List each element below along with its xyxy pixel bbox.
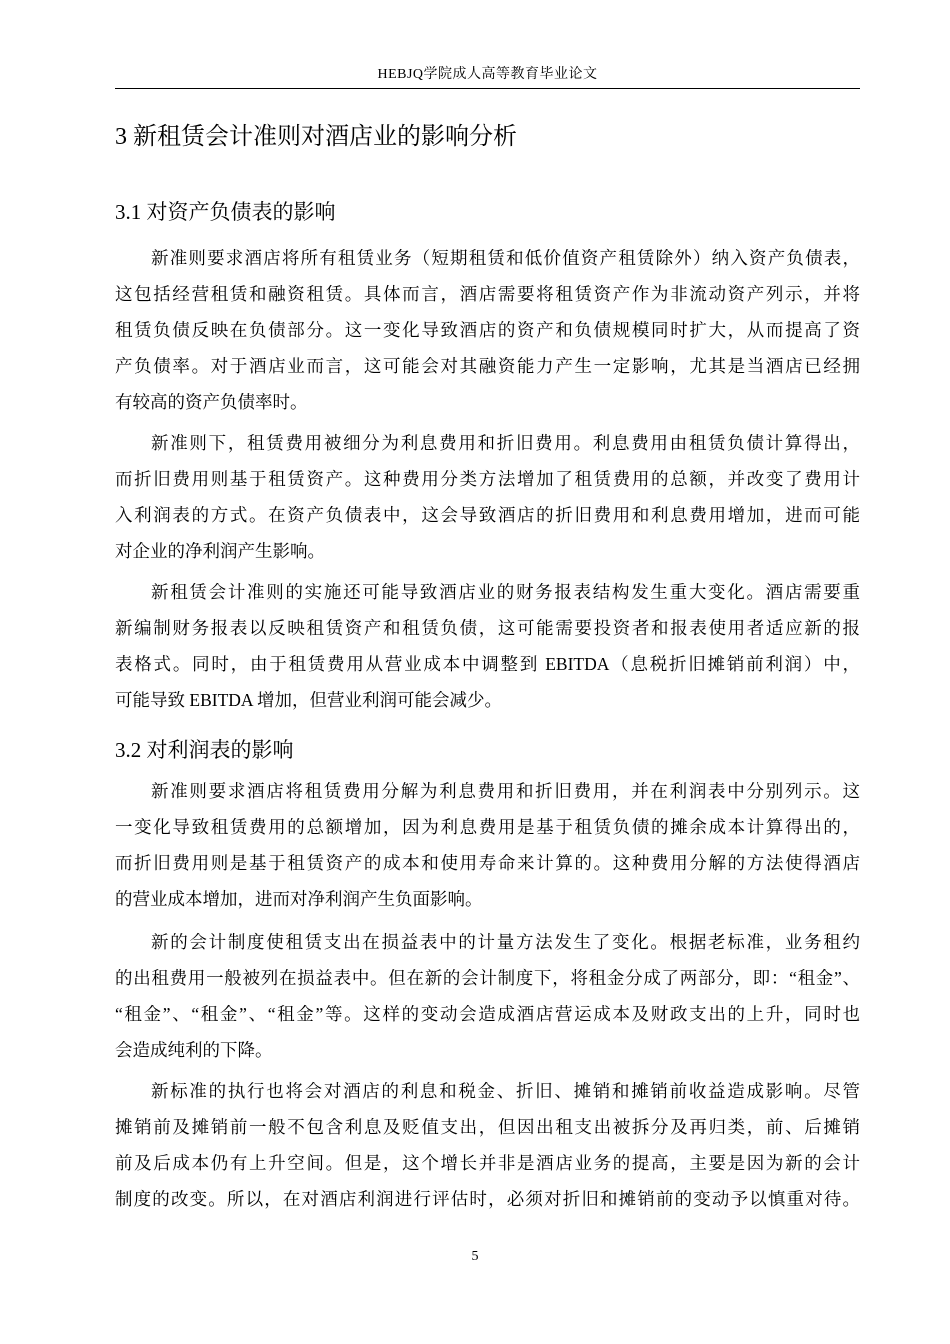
paragraph-line: 对企业的净利润产生影响。 bbox=[115, 541, 325, 561]
paragraph-line: 的营业成本增加，进而对净利润产生负面影响。 bbox=[115, 889, 483, 909]
paragraph bbox=[115, 240, 860, 420]
paragraph-line: 租赁负债反映在负债部分。这一变化导致酒店的资产和负债规模同时扩大，从而提高了资 bbox=[115, 320, 860, 340]
paragraph-line: 前及后成本仍有上升空间。但是，这个增长并非是酒店业务的提高，主要是因为新的会计 bbox=[115, 1153, 860, 1173]
paragraph bbox=[115, 924, 860, 1068]
paragraph-line: 新租赁会计准则的实施还可能导致酒店业的财务报表结构发生重大变化。酒店需要重 bbox=[151, 582, 860, 602]
paragraph-line: 有较高的资产负债率时。 bbox=[115, 392, 308, 412]
paragraph-line: 可能导致 EBITDA 增加，但营业利润可能会减少。 bbox=[115, 690, 502, 710]
paragraph-line: 会造成纯利的下降。 bbox=[115, 1040, 273, 1060]
paragraph bbox=[115, 773, 860, 917]
paragraph bbox=[115, 425, 860, 569]
paragraph-line: 这包括经营租赁和融资租赁。具体而言，酒店需要将租赁资产作为非流动资产列示，并将 bbox=[115, 284, 860, 304]
paragraph-line: 制度的改变。所以，在对酒店利润进行评估时，必须对折旧和摊销前的变动予以慎重对待。 bbox=[115, 1189, 860, 1209]
paragraph-line: “租金”、“租金”、“租金”等。这样的变动会造成酒店营运成本及财政支出的上升，同时也 bbox=[115, 1004, 860, 1024]
paragraph-line: 入利润表的方式。在资产负债表中，这会导致酒店的折旧费用和利息费用增加，进而可能 bbox=[115, 505, 860, 525]
paragraph bbox=[115, 574, 860, 718]
page-number: 5 bbox=[471, 1249, 479, 1264]
running-header: HEBJQ学院成人高等教育毕业论文 bbox=[377, 67, 598, 82]
paragraph-line: 的出租费用一般被列在损益表中。但在新的会计制度下，将租金分成了两部分，即：“租金”、 bbox=[115, 968, 860, 988]
paragraph-line: 新准则要求酒店将租赁费用分解为利息费用和折旧费用，并在利润表中分别列示。这 bbox=[151, 781, 860, 801]
paragraph-line: 产负债率。对于酒店业而言，这可能会对其融资能力产生一定影响，尤其是当酒店已经拥 bbox=[115, 356, 860, 376]
paragraph-line: 摊销前及摊销前一般不包含利息及贬值支出，但因出租支出被拆分及再归类，前、后摊销 bbox=[115, 1117, 860, 1137]
paragraph bbox=[115, 1073, 860, 1217]
section-title-3-1: 3.1 对资产负债表的影响 bbox=[115, 200, 336, 224]
paragraph-line: 而折旧费用则是基于租赁资产的成本和使用寿命来计算的。这种费用分解的方法使得酒店 bbox=[115, 853, 860, 873]
paragraph-line: 新准则下，租赁费用被细分为利息费用和折旧费用。利息费用由租赁负债计算得出， bbox=[151, 433, 860, 453]
paragraph-line: 而折旧费用则基于租赁资产。这种费用分类方法增加了租赁费用的总额，并改变了费用计 bbox=[115, 469, 860, 489]
paragraph-line: 一变化导致租赁费用的总额增加，因为利息费用是基于租赁负债的摊余成本计算得出的， bbox=[115, 817, 860, 837]
paragraph-line: 新准则要求酒店将所有租赁业务（短期租赁和低价值资产租赁除外）纳入资产负债表， bbox=[151, 248, 860, 268]
paragraph-line: 表格式。同时，由于租赁费用从营业成本中调整到 EBITDA（息税折旧摊销前利润）中， bbox=[115, 654, 860, 674]
paragraph-line: 新的会计制度使租赁支出在损益表中的计量方法发生了变化。根据老标准，业务租约 bbox=[151, 932, 860, 952]
paragraph-line: 新标准的执行也将会对酒店的利息和税金、折旧、摊销和摊销前收益造成影响。尽管 bbox=[151, 1081, 860, 1101]
paragraph-line: 新编制财务报表以反映租赁资产和租赁负债，这可能需要投资者和报表使用者适应新的报 bbox=[115, 618, 860, 638]
section-title-3-2: 3.2 对利润表的影响 bbox=[115, 738, 294, 762]
header-rule bbox=[115, 88, 860, 89]
chapter-title: 3 新租赁会计准则对酒店业的影响分析 bbox=[115, 124, 517, 150]
